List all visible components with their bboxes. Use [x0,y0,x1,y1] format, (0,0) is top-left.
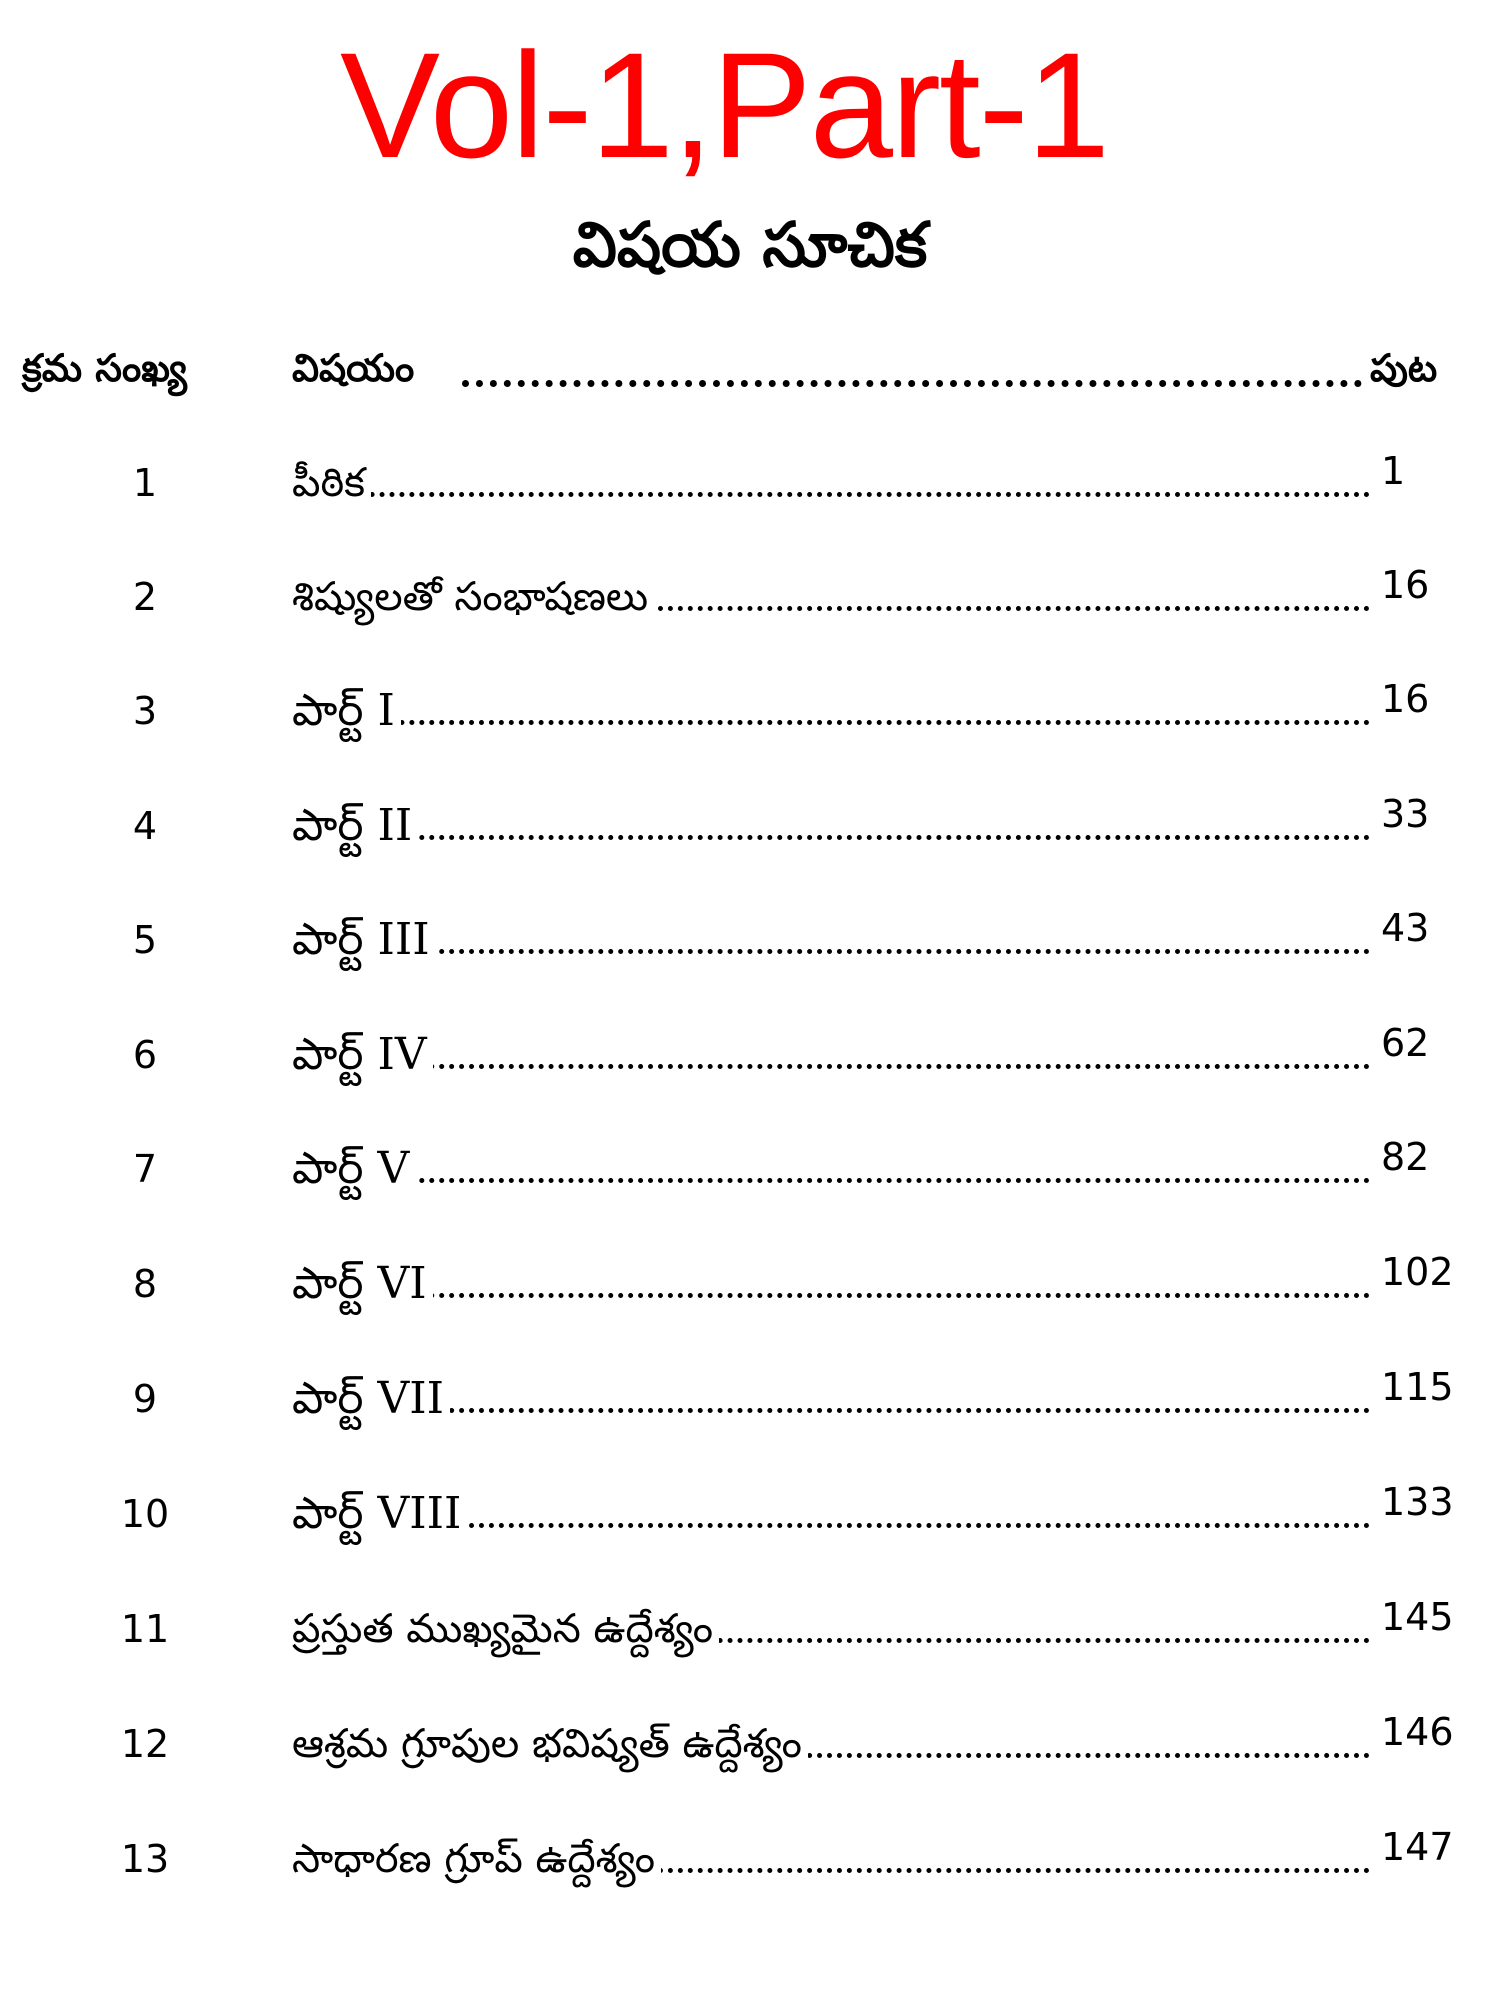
entry-number: 13 [120,1837,170,1881]
entry-page-number: 62 [1375,1008,1491,1078]
entry-number: 1 [132,461,158,505]
toc-entry [0,1479,1500,1549]
toc-entry [0,905,1500,975]
entry-title: పార్ట్ II [292,791,418,861]
page-column-label: పుట [1370,346,1438,390]
entry-page-number: 43 [1375,893,1491,963]
entry-title: పీఠిక [292,448,371,518]
entry-number: 4 [132,804,158,848]
entry-number: 5 [132,918,158,962]
toc-entry [0,448,1500,518]
entry-title: పార్ట్ V [292,1134,415,1204]
toc-entry [0,562,1500,632]
subject-column-label: విషయం [292,346,415,390]
entry-page-number: 16 [1375,664,1491,734]
toc-entry [0,676,1500,746]
entry-number: 10 [120,1492,170,1536]
entry-page-number: 115 [1375,1352,1491,1422]
entry-number: 3 [132,689,158,733]
toc-entry [0,1364,1500,1434]
leader-dots [300,720,1370,725]
toc-entry [0,1134,1500,1204]
entry-page-number: 102 [1375,1237,1491,1307]
leader-dots [300,949,1370,954]
entry-title: పార్ట్ VIII [292,1479,467,1549]
entry-page-number: 133 [1375,1467,1491,1537]
leader-dots [300,1178,1370,1183]
toc-entry [0,791,1500,861]
leader-dots [300,492,1370,497]
leader-dots [462,380,1362,387]
toc-entry [0,1824,1500,1894]
leader-dots [300,1293,1370,1298]
leader-dots [300,835,1370,840]
entry-number: 9 [132,1377,158,1421]
entry-number: 7 [132,1147,158,1191]
entry-number: 8 [132,1262,158,1306]
entry-title: ప్రస్తుత ముఖ్యమైన ఉద్దేశ్యం [292,1594,719,1664]
toc-entry [0,1594,1500,1664]
entry-title: ఆశ్రమ గ్రూపుల భవిష్యత్ ఉద్దేశ్యం [292,1709,808,1779]
table-of-contents-heading: విషయ సూచిక [572,208,928,281]
toc-column-header [0,338,1500,398]
entry-number: 6 [132,1033,158,1077]
entry-title: పార్ట్ III [292,905,436,975]
entry-page-number: 146 [1375,1697,1491,1767]
toc-entry [0,1249,1500,1319]
entry-page-number: 1 [1375,436,1491,506]
volume-title: Vol-1,Part-1 [340,21,1109,189]
leader-dots [300,1408,1370,1413]
entry-title: పార్ట్ IV [292,1020,433,1090]
entry-page-number: 147 [1375,1812,1491,1882]
entry-title: పార్ట్ VII [292,1364,450,1434]
entry-title: పార్ట్ VI [292,1249,433,1319]
entry-title: సాధారణ గ్రూప్ ఉద్దేశ్యం [292,1824,661,1894]
leader-dots [300,1064,1370,1069]
entry-page-number: 33 [1375,779,1491,849]
entry-number: 12 [120,1722,170,1766]
entry-title: పార్ట్ I [292,676,401,746]
entry-number: 11 [120,1607,170,1651]
toc-entry [0,1709,1500,1779]
toc-entry [0,1020,1500,1090]
serial-number-column-label: క్రమ సంఖ్య [22,346,187,390]
entry-page-number: 145 [1375,1582,1491,1652]
entry-title: శిష్యులతో సంభాషణలు [292,562,654,632]
entry-page-number: 82 [1375,1122,1491,1192]
entry-number: 2 [132,575,158,619]
entry-page-number: 16 [1375,550,1491,620]
